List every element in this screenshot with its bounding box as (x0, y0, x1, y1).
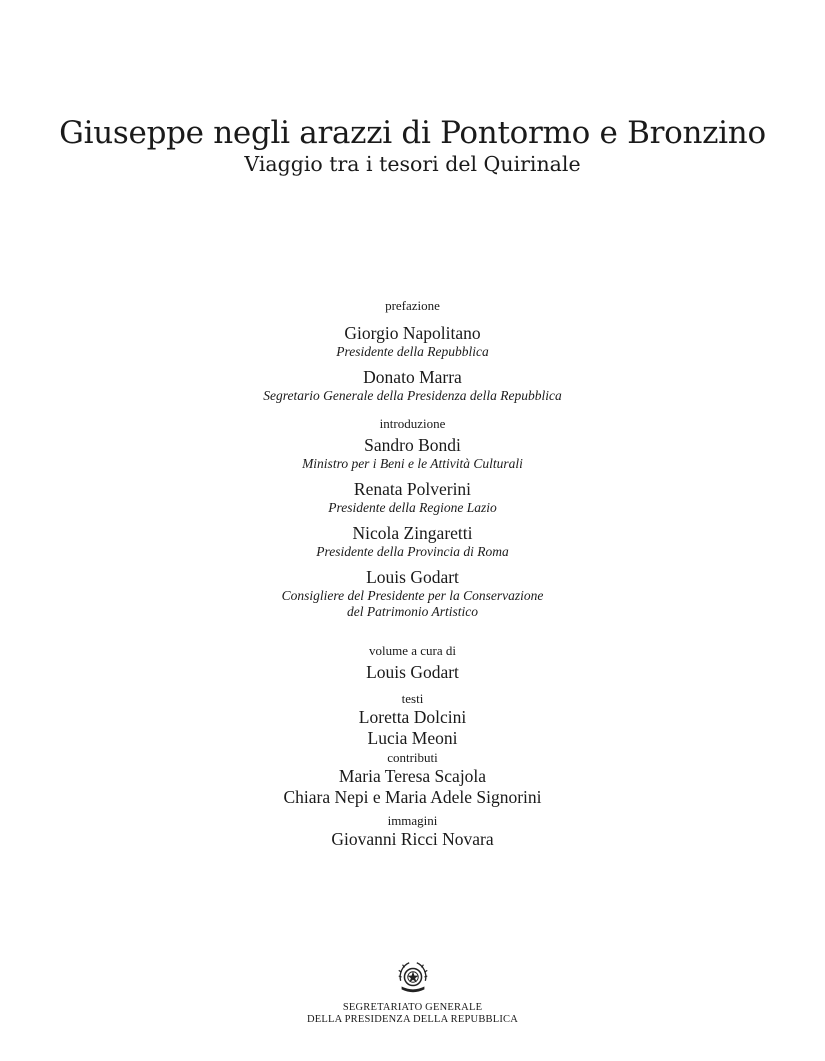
person-role: Ministro per i Beni e le Attività Culturali (302, 456, 523, 471)
book-subtitle: Viaggio tra i tesori del Quirinale (244, 152, 581, 176)
publisher-footer (0, 958, 825, 1026)
person-name: Renata Polverini (353, 479, 472, 499)
person-role: Consigliere del Presidente per la Conservazione (281, 588, 544, 603)
author-name: Lucia Meoni (367, 728, 458, 748)
contributions-label: contributi (387, 750, 438, 765)
person-role: del Patrimonio Artistico (347, 604, 478, 619)
editor-name: Louis Godart (366, 662, 459, 682)
photographer-name: Giovanni Ricci Novara (331, 829, 494, 849)
italian-republic-emblem-icon (394, 958, 432, 996)
editor-label: volume a cura di (369, 643, 456, 658)
book-title: Giuseppe negli arazzi di Pontormo e Bronzino (59, 115, 766, 151)
contributor-name: Maria Teresa Scajola (338, 766, 487, 786)
person-role: Presidente della Provincia di Roma (316, 544, 509, 559)
person-role: Segretario Generale della Presidenza della Repubblica (263, 388, 562, 403)
preface-label: prefazione (385, 298, 440, 313)
introduction-label: introduzione (379, 416, 446, 431)
images-label: immagini (387, 813, 438, 828)
texts-label: testi (401, 691, 424, 706)
credits (0, 298, 825, 850)
person-role: Presidente della Regione Lazio (328, 500, 497, 515)
person-name: Sandro Bondi (364, 435, 461, 455)
publisher-line: SEGRETARIATO GENERALE (342, 1002, 483, 1013)
person-name: Donato Marra (363, 367, 462, 387)
author-name: Loretta Dolcini (358, 707, 467, 727)
contributor-name: Chiara Nepi e Maria Adele Signorini (283, 787, 542, 807)
publisher-line: DELLA PRESIDENZA DELLA REPUBBLICA (306, 1014, 519, 1025)
title-block (0, 114, 825, 176)
person-name: Louis Godart (366, 567, 459, 587)
person-name: Nicola Zingaretti (352, 523, 473, 543)
person-name: Giorgio Napolitano (344, 323, 481, 343)
person-role: Presidente della Repubblica (336, 344, 489, 359)
